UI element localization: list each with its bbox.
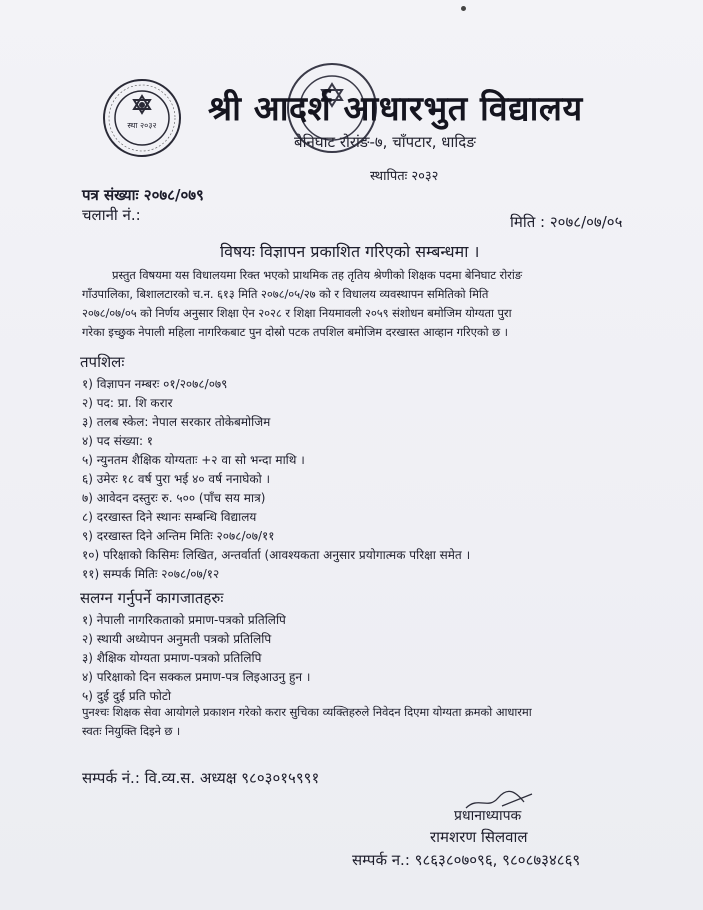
- detail-item: २) पद: प्रा. शि करार: [82, 396, 173, 410]
- attachments-heading: सलग्न गर्नुपर्ने कागजातहरुः: [80, 589, 224, 607]
- body-line: गरेका इच्छुक नेपाली महिला नागरिकबाट पुन दोस्रो पटक तपशिल बमोजिम दरखास्त आव्हान गरिएको छ ।: [82, 325, 508, 339]
- attachment-item: ३) शैक्षिक योग्यता प्रमाण-पत्रको प्रतिलिपि: [82, 651, 262, 665]
- letter-number: पत्र संख्याः २०७८/०७९: [82, 186, 204, 204]
- subject-line: विषयः विज्ञापन प्रकाशित गरिएको सम्बन्धमा ।: [220, 242, 480, 261]
- school-title: श्री आदर्श आधारभुत विद्यालय: [208, 89, 583, 129]
- detail-item: ६) उमेरः १८ वर्ष पुरा भई ४० वर्ष ननाघेको ।: [82, 472, 271, 486]
- signature-role: प्रधानाध्यापक: [454, 808, 522, 824]
- ink-dot: [461, 6, 466, 11]
- detail-item: ५) न्युनतम शैक्षिक योग्यताः +२ वा सो भन्दा माथि ।: [82, 453, 305, 467]
- detail-item: ११) सम्पर्क मितिः २०७८/०७/१२: [82, 567, 220, 581]
- detail-item: ३) तलब स्केल: नेपाल सरकार तोकेबमोजिम: [82, 415, 271, 429]
- detail-item: ९) दरखास्त दिने अन्तिम मितिः २०७८/०७/११: [82, 529, 275, 543]
- detail-item: ७) आवेदन दस्तुरः रु. ५०० (पाँच सय मात्र): [82, 491, 266, 505]
- school-address: बेनिघाट रोरांङ-७, चाँपटार, धादिङ: [294, 133, 476, 151]
- details-heading: तपशिलः: [80, 353, 125, 371]
- attachment-item: २) स्थायी अध्येापन अनुमती पत्रको प्रतिलिपि: [82, 632, 272, 646]
- seal-left-text: स्था २०३२: [127, 121, 157, 130]
- detail-item: १०) परिक्षाको किसिमः लिखित, अन्तर्वार्ता (आवश्यकता अनुसार प्रयोगात्मक परिक्षा समेत ।: [82, 548, 471, 562]
- signature-phone: सम्पर्क न.: ९८६३८०७०९६, ९८०८७३४८६९: [352, 851, 581, 869]
- dispatch-number: चलानी नं.:: [82, 206, 141, 224]
- detail-item: १) विज्ञापन नम्बरः ०१/२०७८/०७९: [82, 377, 228, 391]
- detail-item: ८) दरखास्त दिने स्थानः सम्बन्धि विद्यालय: [82, 510, 257, 524]
- body-line: गाँउपालिका, बिशालटारको च.न. ६१३ मिति २०७८/०५/२७ को र विधालय व्यवस्थापन समितिको मिति: [82, 287, 489, 301]
- letter-date: मिति : २०७८/०७/०५: [510, 213, 623, 231]
- chairperson-contact: सम्पर्क नं.: वि.व्य.स. अध्यक्ष ९८०३०१५९९१: [82, 769, 320, 787]
- attachment-item: ५) दुई दुई प्रति फोटो: [82, 689, 171, 703]
- postscript-line: स्वतः नियुक्ति दिइने छ ।: [82, 724, 181, 738]
- detail-item: ४) पद संख्या: १: [82, 434, 154, 448]
- body-line: २०७८/०७/०५ को निर्णय अनुसार शिक्षा ऐन २०२८ र शिक्षा नियमावली २०५९ संशोधन बमोजिम योग्यता पुरा: [82, 306, 512, 320]
- attachment-item: १) नेपाली नागरिकताको प्रमाण-पत्रको प्रतिलिपि: [82, 613, 286, 627]
- school-seal-left: [100, 76, 184, 160]
- signature-name: रामशरण सिलवाल: [430, 828, 528, 846]
- attachment-item: ४) परिक्षाको दिन सक्कल प्रमाण-पत्र लिइआउनु हुन ।: [82, 670, 311, 684]
- body-line: प्रस्तुत विषयमा यस विधालयमा रिक्त भएको प्राथमिक तह तृतिय श्रेणीको शिक्षक पदमा बेनिघाट रोरांङ: [112, 268, 522, 282]
- established-year: स्थापितः २०३२: [370, 169, 439, 184]
- postscript-line: पुनश्चः शिक्षक सेवा आयोगले प्रकाशन गरेको करार सुचिका व्यक्तिहरुले निवेदन दिएमा योग्यता क्रमको आधारमा: [82, 705, 532, 719]
